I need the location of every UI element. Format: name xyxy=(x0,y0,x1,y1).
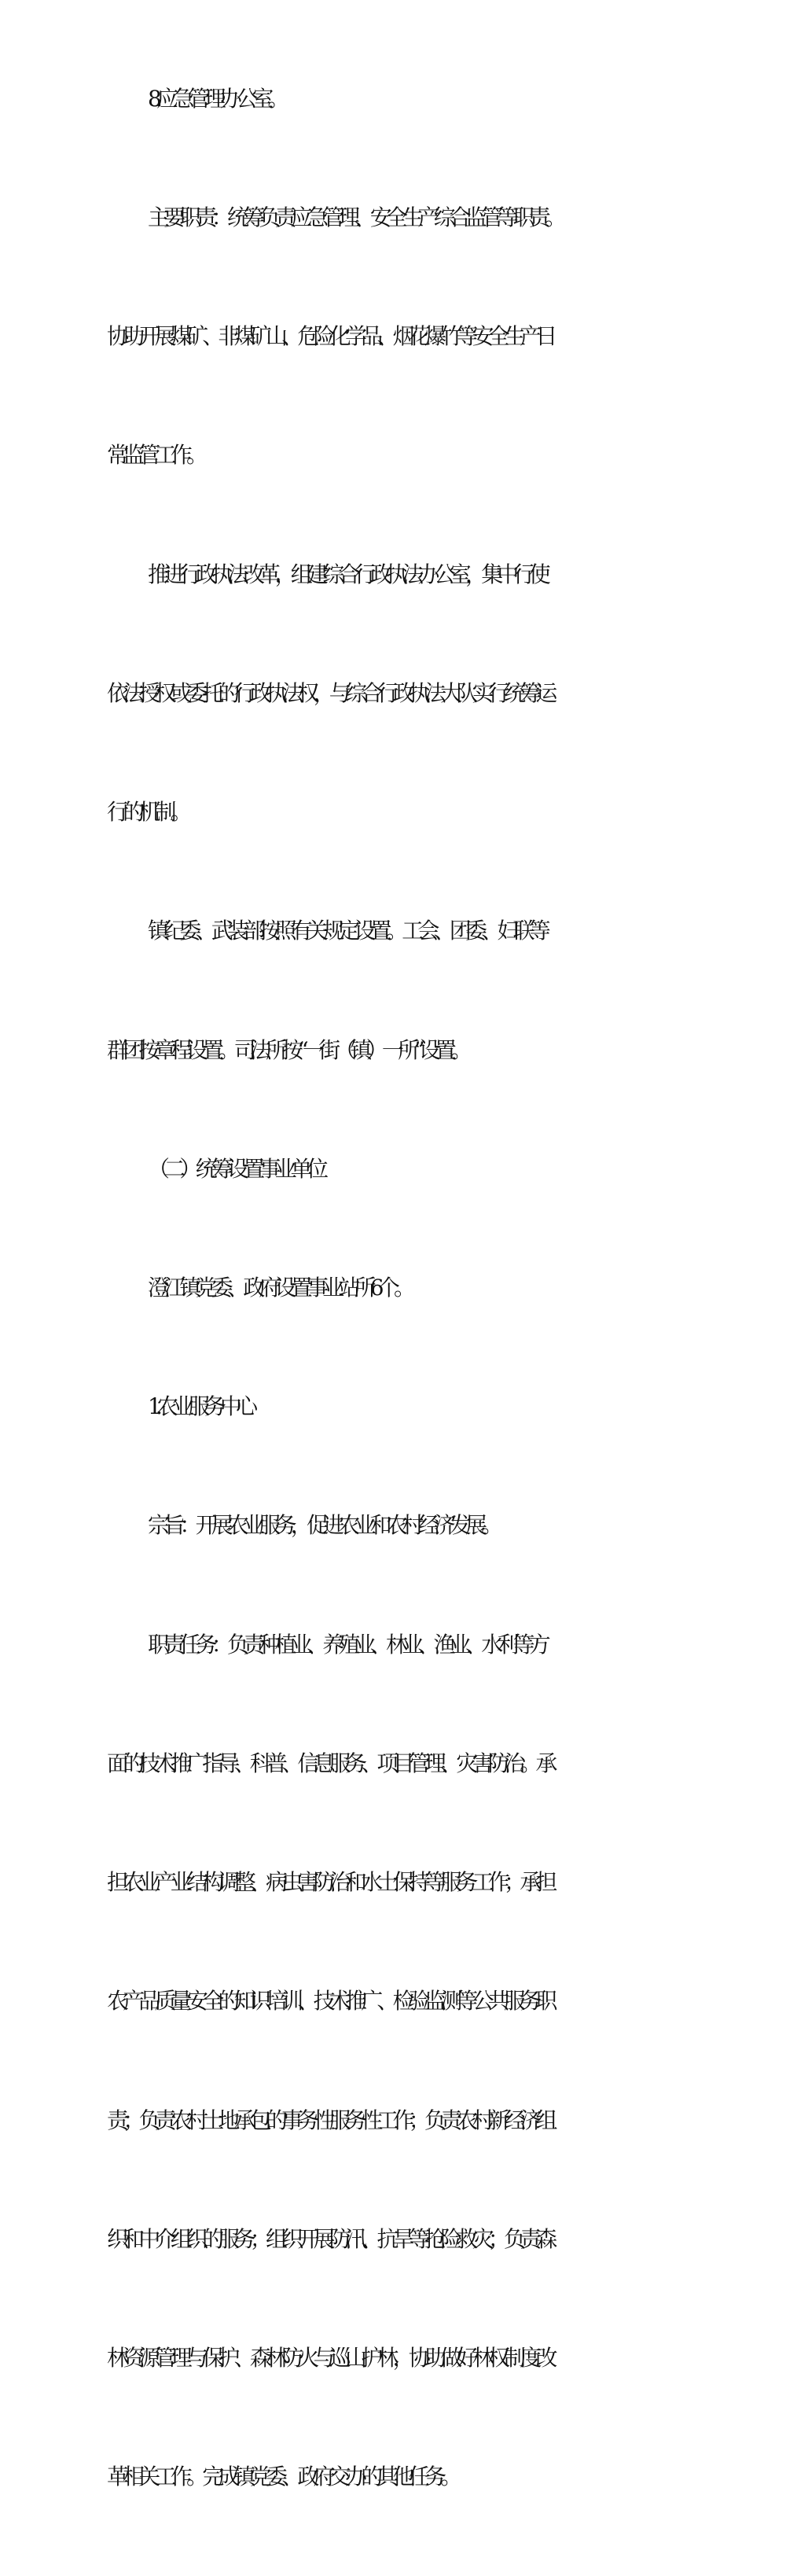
text-line: 群团按章程设置。司法所按“一街（镇）一所”设置。 xyxy=(107,1036,467,1063)
text-line: 行的机制。 xyxy=(107,799,187,826)
text-line: 主要职责：统筹负责应急管理、安全生产综合监管等职责。 xyxy=(148,204,561,231)
text-line: 织和中介组织的服务；组织开展防汛、抗旱等抢险救灾；负责森 xyxy=(107,2225,552,2252)
text-line: 8.应急管理办公室。 xyxy=(148,85,284,112)
text-line: 镇纪委、武装部按照有关规定设置。工会、团委、妇联等 xyxy=(148,918,545,944)
text-line: 林资源管理与保护、森林防火与巡山护林，协助做好林权制度改 xyxy=(107,2344,552,2371)
subsection-heading: 1.农业服务中心 xyxy=(148,1393,252,1420)
section-heading: （二）统筹设置事业单位 xyxy=(148,1155,323,1182)
text-line: 推进行政执法改革，组建综合行政执法办公室，集中行使 xyxy=(148,561,545,587)
text-line: 常监管工作。 xyxy=(107,442,203,469)
text-line: 宗旨：开展农业服务，促进农业和农村经济发展。 xyxy=(148,1512,498,1539)
text-line: 依法授权或委托的行政执法权，与综合行政执法大队实行统筹运 xyxy=(107,679,552,706)
text-line: 革相关工作。完成镇党委、政府交办的其他任务。 xyxy=(107,2464,457,2490)
text-line: 面的技术推广指导、科普、信息服务、项目管理、灾害防治。承 xyxy=(107,1750,552,1776)
text-line: 责；负责农村土地承包的事务性服务性工作；负责农村新经济组 xyxy=(107,2107,552,2133)
text-line: 澄江镇党委、政府设置事业站所6个。 xyxy=(148,1275,410,1301)
text-line: 担农业产业结构调整、病虫害防治和水土保持等服务工作；承担 xyxy=(107,1869,552,1896)
text-line: 农产品质量安全的知识培训、技术推广、检验监测等公共服务职 xyxy=(107,1988,552,2015)
text-line: 职责任务：负责种植业、养殖业、林业、渔业、水利等方 xyxy=(148,1631,545,1658)
text-line: 协助开展煤矿、非煤矿山、危险化学品、烟花爆竹等安全生产日 xyxy=(107,323,552,350)
